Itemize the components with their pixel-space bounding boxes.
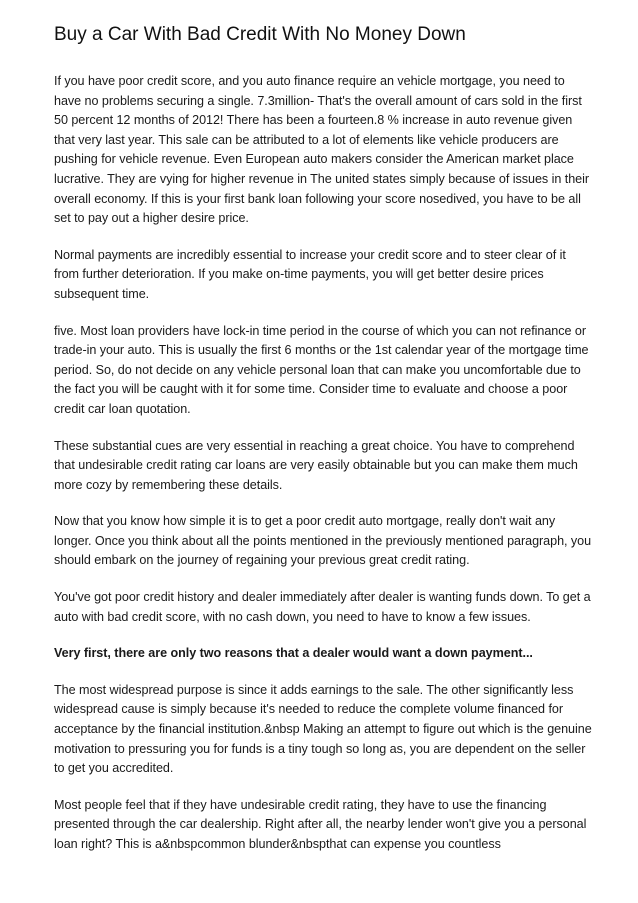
paragraph-most-people: Most people feel that if they have undesirable credit rating, they have to use the financing presented through the car dealership. Right after all, the nearby lender won't give you a personal loan right? This is a&nbspcommon blunder&nbspthat can expense you countless	[54, 797, 587, 851]
paragraph-normal-payments: Normal payments are incredibly essential to increase your credit score and to steer clear of it from further deterioration. If you make on-time payments, you will get better desire prices subsequent time.	[54, 247, 566, 301]
paragraph-now-that: Now that you know how simple it is to get a poor credit auto mortgage, really don't wait any longer. Once you think about all the points mentioned in the previously mentioned paragraph, you should embark on the journey of regaining your previous great credit rating.	[54, 514, 592, 568]
paragraph-poor-credit-history: You've got poor credit history and dealer immediately after dealer is wanting funds down. To get a auto with bad credit score, with no cash down, you need to have to know a few issues.	[54, 590, 591, 624]
document-title: Buy a Car With Bad Credit With No Money Down	[54, 24, 466, 45]
paragraph-lock-in: five. Most loan providers have lock-in time period in the course of which you can not refinance or trade-in your auto. This is usually the first 6 months or the 1st calendar year of the mortgage time period. So, do not decide on any vehicle personal loan that can make you uncomfortable due to the fact you will be caught with it for some time. Consider time to evaluate and choose a poor credit car loan quotation.	[54, 323, 589, 416]
paragraph-cues: These substantial cues are very essential in reaching a great choice. You have to comprehend that undesirable credit rating car loans are very easily obtainable but you can make them much more cozy by remembering these details.	[54, 438, 578, 492]
paragraph-bold-heading: Very first, there are only two reasons that a dealer would want a down payment...	[54, 646, 533, 661]
paragraph-widespread-purpose: The most widespread purpose is since it adds earnings to the sale. The other significantly less widespread cause is simply because it's needed to reduce the complete volume financed for acceptance by the financial institution.&nbsp Making an attempt to figure out which is the genuine motivation to pressuring you for funds is a tiny tough so long as, you are dependent on the seller to get you accredited.	[54, 682, 592, 776]
document-page	[54, 22, 594, 872]
paragraph-intro: If you have poor credit score, and you auto finance require an vehicle mortgage, you need to have no problems securing a single. 7.3million- That's the overall amount of cars sold in the first 50 percent 12 months of 2012! There has been a fourteen.8 % increase in auto revenue given that very last year. This sale can be attributed to a lot of elements like vehicle producers are pushing for vehicle revenue. Even European auto makers consider the American market place lucrative. They are vying for higher revenue in The united states simply because of issues in their overall economy. If this is your first bank loan following your score nosedived, you have to be all set to pay out a higher desire price.	[54, 74, 590, 226]
